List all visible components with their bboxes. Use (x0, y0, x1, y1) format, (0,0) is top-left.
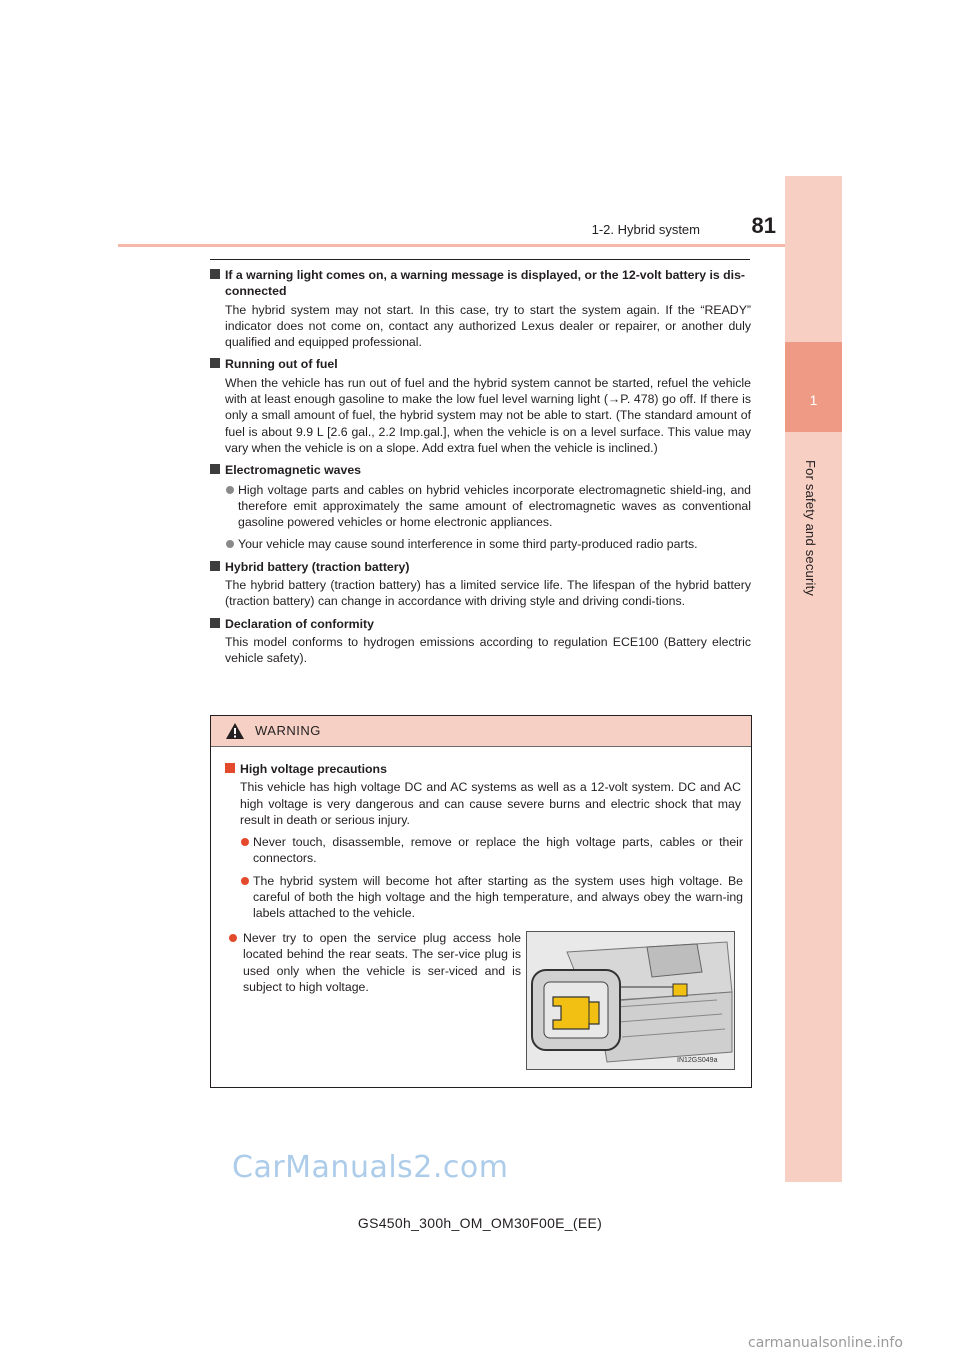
warning-triangle-icon (225, 722, 245, 740)
watermark-main: CarManuals2.com (232, 1150, 509, 1185)
warning-body (211, 758, 751, 928)
chapter-number: 1 (809, 392, 818, 408)
square-bullet-icon (210, 358, 220, 368)
section-heading: Declaration of conformity (210, 616, 751, 632)
square-bullet-icon (210, 464, 220, 474)
service-plug-drawing (527, 932, 734, 1069)
section-paragraph: This model conforms to hydrogen emissions according to regulation ECE100 (Battery electric vehicle safety). (225, 634, 751, 666)
section-paragraph: When the vehicle has run out of fuel and the hybrid system cannot be started, refuel the vehicle with at least enough gasoline to make the low fuel level warning light (→P. 478) go off. If there is only a small amount of fuel, the hybrid system may not be able to start. (The standard amount of fuel is about 9.9 L [2.6 gal., 2.2 Imp.gal.], when the vehicle is on a level surface. This value may vary when the vehicle is on a slope. Add extra fuel when the vehicle is inclined.) (225, 375, 751, 455)
warning-bullet: The hybrid system will become hot after starting as the system uses high voltage. Be careful of both the high voltage and the high temperature, and always obey the warn-ing labels attached to the vehicle. (211, 873, 751, 922)
section-heading: Hybrid battery (traction battery) (210, 559, 751, 575)
chapter-tab (785, 342, 842, 432)
warning-label: WARNING (255, 723, 321, 738)
chapter-title: For safety and security (803, 460, 818, 597)
side-band (785, 176, 842, 1182)
round-bullet-icon (229, 934, 237, 942)
round-bullet-icon (241, 877, 249, 885)
page-number: 81 (751, 213, 776, 238)
section-paragraph: The hybrid system may not start. In this case, try to start the system again. If the “READY” indicator does not come on, contact any authorized Lexus dealer or repairer, or another duly qualified and equipped professional. (225, 302, 751, 350)
warning-intro: This vehicle has high voltage DC and AC systems as well as a 12-volt system. DC and AC high voltage is very dangerous and can cause severe burns and electric shock that may result in death or serious injury. (240, 780, 741, 827)
round-bullet-icon (241, 838, 249, 846)
watermark-corner: carmanualsonline.info (748, 1335, 903, 1351)
header-rule (118, 244, 785, 247)
warning-bullet: Never try to open the service plug access hole located behind the rear seats. The ser-vice plug is used only when the vehicle is ser-viced and is subject to high voltage. (211, 930, 521, 995)
round-bullet-icon (226, 486, 234, 494)
section-title: 1-2. Hybrid system (591, 222, 700, 237)
section-heading: If a warning light comes on, a warning message is displayed, or the 12-volt battery is dis-connected (210, 267, 751, 300)
square-bullet-icon (210, 561, 220, 571)
bullet-item: High voltage parts and cables on hybrid vehicles incorporate electromagnetic shield-ing, and therefore emit approximately the same amount of electromagnetic waves as conventional gasoline powered vehicles or home electronic appliances. (210, 482, 751, 531)
square-bullet-icon (210, 269, 220, 279)
warning-bullet-with-image (211, 930, 521, 995)
warning-bullet: Never touch, disassemble, remove or replace the high voltage parts, cables or their connectors. (211, 834, 751, 867)
service-plug-illustration (526, 931, 735, 1070)
document-code: GS450h_300h_OM_OM30F00E_(EE) (357, 1215, 603, 1231)
image-code-label: IN12GS049a (677, 1057, 718, 1064)
section-paragraph: The hybrid battery (traction battery) has a limited service life. The lifespan of the hybrid battery (traction battery) can change in accordance with driving style and driving condi-tions. (225, 578, 751, 609)
main-content (210, 264, 751, 673)
square-bullet-icon (210, 618, 220, 628)
content-top-rule (210, 259, 750, 260)
warning-title: High voltage precautions (225, 761, 751, 777)
section-heading: Electromagnetic waves (210, 462, 751, 478)
round-bullet-icon (226, 540, 234, 548)
section-heading: Running out of fuel (210, 356, 751, 372)
bullet-item: Your vehicle may cause sound interference in some third party-produced radio parts. (210, 536, 751, 552)
warning-header (211, 716, 751, 747)
square-bullet-icon (225, 763, 235, 773)
warning-box (210, 715, 752, 1088)
